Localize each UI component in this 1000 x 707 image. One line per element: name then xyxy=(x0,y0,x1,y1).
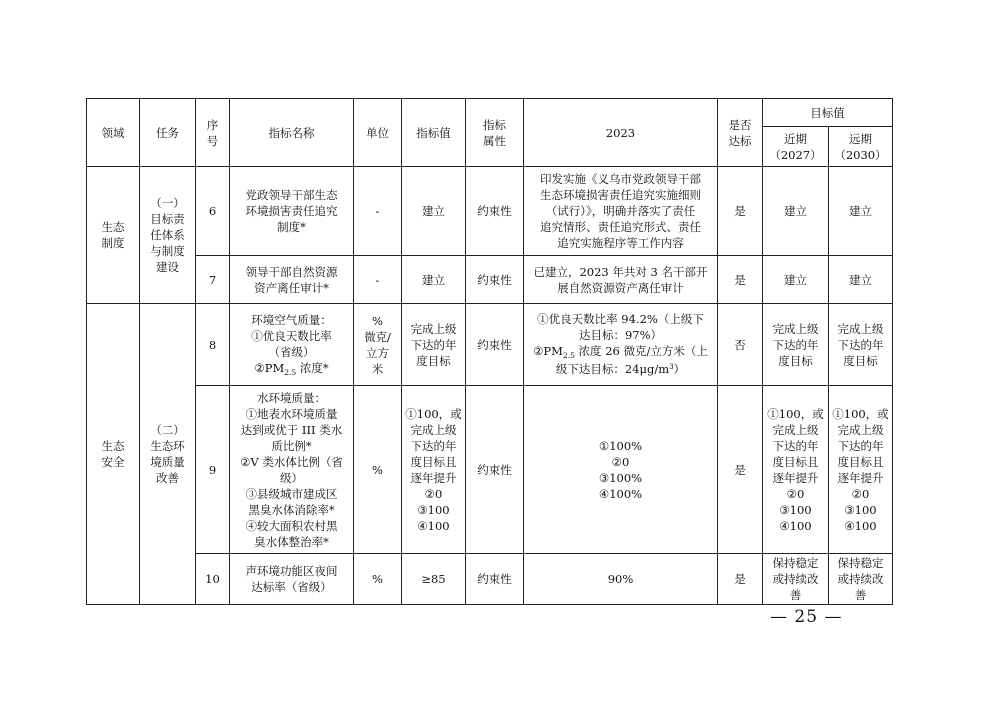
row6-met: 是 xyxy=(718,167,763,256)
row6-name: 党政领导干部生态 环境损害责任追究 制度* xyxy=(230,167,354,256)
row6-value: 建立 xyxy=(402,167,466,256)
header-value: 指标值 xyxy=(402,99,466,167)
row9-attr: 约束性 xyxy=(466,386,524,554)
group1-domain: 生态 制度 xyxy=(87,167,140,304)
header-target: 目标值 xyxy=(763,99,893,127)
row7-name: 领导干部自然资源 资产离任审计* xyxy=(230,256,354,304)
row9-met: 是 xyxy=(718,386,763,554)
header-near: 近期 （2027） xyxy=(763,127,829,167)
row8-2023-close: ） xyxy=(673,361,686,376)
row8-2023 xyxy=(524,304,718,386)
row10-near: 保持稳定 或持续改 善 xyxy=(763,554,829,605)
row8-name-line1: 环境空气质量： xyxy=(251,312,332,327)
row6-unit: - xyxy=(354,167,402,256)
row10-attr: 约束性 xyxy=(466,554,524,605)
row8-seq: 8 xyxy=(196,304,230,386)
row8-2023-line2 xyxy=(527,343,714,361)
header-far: 远期 （2030） xyxy=(829,127,893,167)
row8-2023-pm-subscript: 2.5 xyxy=(562,350,575,360)
indicator-table xyxy=(86,98,893,605)
row8-name-line4 xyxy=(233,360,350,378)
row7-2023: 已建立，2023 年共对 3 名干部开 展自然资源资产离任审计 xyxy=(524,256,718,304)
row9-far: ①100，或 完成上级 下达的年 度目标且 逐年提升 ②0 ③100 ④100 xyxy=(829,386,893,554)
row8-2023-line3 xyxy=(527,361,714,379)
row6-attr: 约束性 xyxy=(466,167,524,256)
row7-value: 建立 xyxy=(402,256,466,304)
row8-2023-superscript: 3 xyxy=(669,362,674,371)
row8-name-line2: ①优良天数比率 xyxy=(251,328,332,343)
row8-name xyxy=(230,304,354,386)
row10-seq: 10 xyxy=(196,554,230,605)
header-domain: 领域 xyxy=(87,99,140,167)
header-met: 是否 达标 xyxy=(718,99,763,167)
page-number: — 25 — xyxy=(770,607,843,627)
row10-name: 声环境功能区夜间 达标率（省级） xyxy=(230,554,354,605)
group1-task: （一） 目标责 任体系 与制度 建设 xyxy=(140,167,196,304)
row7-met: 是 xyxy=(718,256,763,304)
row7-attr: 约束性 xyxy=(466,256,524,304)
row10-value: ≥85 xyxy=(402,554,466,605)
row8-2023-pm-text: 浓度 26 微克/立方米（上 xyxy=(574,343,708,358)
row10-far: 保持稳定 或持续改 善 xyxy=(829,554,893,605)
header-indicator-name: 指标名称 xyxy=(230,99,354,167)
header-year: 2023 xyxy=(524,99,718,167)
header-seq: 序 号 xyxy=(196,99,230,167)
row8-value: 完成上级 下达的年 度目标 xyxy=(402,304,466,386)
row9-value: ①100，或 完成上级 下达的年 度目标且 逐年提升 ②0 ③100 ④100 xyxy=(402,386,466,554)
row8-far: 完成上级 下达的年 度目标 xyxy=(829,304,893,386)
row7-unit: - xyxy=(354,256,402,304)
row8-2023-pm-label: ②PM xyxy=(533,343,563,358)
row7-near: 建立 xyxy=(763,256,829,304)
group2-task: （二） 生态环 境质量 改善 xyxy=(140,304,196,605)
row9-near: ①100，或 完成上级 下达的年 度目标且 逐年提升 ②0 ③100 ④100 xyxy=(763,386,829,554)
row8-pm-suffix: 浓度* xyxy=(296,360,329,375)
row10-unit: % xyxy=(354,554,402,605)
header-task: 任务 xyxy=(140,99,196,167)
header-unit: 单位 xyxy=(354,99,402,167)
row6-near: 建立 xyxy=(763,167,829,256)
row8-pm-subscript: 2.5 xyxy=(284,367,297,377)
row8-attr: 约束性 xyxy=(466,304,524,386)
row8-2023-line1: ①优良天数比率 94.2%（上级下 达目标：97%） xyxy=(537,311,704,342)
row8-name-line3: （省级） xyxy=(268,344,315,359)
row9-unit: % xyxy=(354,386,402,554)
row8-pm-label: ②PM xyxy=(254,360,285,375)
row7-far: 建立 xyxy=(829,256,893,304)
row8-met: 否 xyxy=(718,304,763,386)
header-attribute: 指标 属性 xyxy=(466,99,524,167)
row7-seq: 7 xyxy=(196,256,230,304)
row9-name: 水环境质量： ①地表水环境质量 达到或优于 III 类水 质比例* ②V 类水体比例（省 级） ③县级城市建成区 黑臭水体消除率* ④较大面积农村黑 臭水体整治率* xyxy=(230,386,354,554)
row9-2023: ①100% ②0 ③100% ④100% xyxy=(524,386,718,554)
row10-met: 是 xyxy=(718,554,763,605)
row6-seq: 6 xyxy=(196,167,230,256)
row8-unit: % 微克/ 立方 米 xyxy=(354,304,402,386)
row9-seq: 9 xyxy=(196,386,230,554)
row6-2023: 印发实施《义乌市党政领导干部 生态环境损害责任追究实施细则 （试行）》，明确并落实了责任 追究情形、责任追究形式、责任 追究实施程序等工作内容 xyxy=(524,167,718,256)
row8-near: 完成上级 下达的年 度目标 xyxy=(763,304,829,386)
row10-2023: 90% xyxy=(524,554,718,605)
row6-far: 建立 xyxy=(829,167,893,256)
row8-2023-target-text: 级下达目标：24μg/m xyxy=(555,361,670,376)
group2-domain: 生态 安全 xyxy=(87,304,140,605)
